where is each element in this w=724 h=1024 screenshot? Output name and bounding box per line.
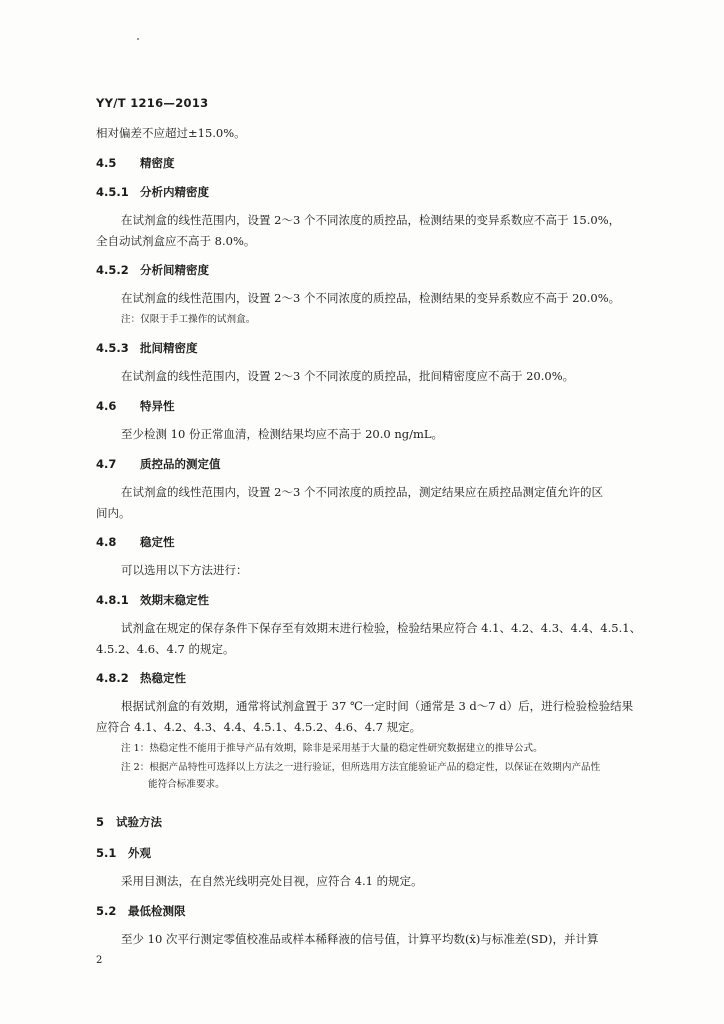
section-4-8-heading <box>96 534 175 550</box>
section-number: 4.6 <box>96 399 117 413</box>
section-title: 稳定性 <box>140 535 175 549</box>
section-4-5-heading <box>96 155 175 171</box>
section-4-5-1-heading <box>96 184 209 200</box>
section-title: 批间精密度 <box>140 341 198 355</box>
section-number: 4.7 <box>96 457 117 471</box>
section-number: 5 <box>96 815 105 829</box>
paragraph-line: 在试剂盒的线性范围内，设置 2～3 个不同浓度的质控品，检测结果的变异系数应不高于 20.0%。 <box>121 291 621 305</box>
note: 能符合标准要求。 <box>148 779 225 790</box>
paragraph-line: 试剂盒在规定的保存条件下保存至有效期末进行检验，检验结果应符合 4.1、4.2、4.3、4.4、4.5.1、 <box>121 621 642 635</box>
section-title: 外观 <box>128 846 151 860</box>
paragraph-line: 间内。 <box>96 506 131 520</box>
document-id: YY/T 1216—2013 <box>96 96 209 110</box>
section-title: 最低检测限 <box>128 904 186 918</box>
section-title: 热稳定性 <box>140 671 186 685</box>
paragraph-line: 根据试剂盒的有效期，通常将试剂盒置于 37 ℃一定时间（通常是 3 d～7 d）后，进行检验检验结果 <box>121 699 634 713</box>
intro-paragraph: 相对偏差不应超过±15.0%。 <box>96 126 246 140</box>
section-4-8-2-heading <box>96 670 186 686</box>
section-number: 5.2 <box>96 904 117 918</box>
section-title: 试验方法 <box>116 815 162 829</box>
paragraph-line: 至少检测 10 份正常血清，检测结果均应不高于 20.0 ng/mL。 <box>121 427 444 441</box>
section-number: 4.5.1 <box>96 185 129 199</box>
scan-speck <box>137 38 139 40</box>
paragraph-line: 应符合 4.1、4.2、4.3、4.4、4.5.1、4.5.2、4.6、4.7 规定。 <box>96 720 422 734</box>
section-5-1-heading <box>96 845 151 861</box>
section-4-7-heading <box>96 456 221 472</box>
section-5-heading <box>96 814 162 830</box>
note: 注 1：热稳定性不能用于推导产品有效期，除非是采用基于大量的稳定性研究数据建立的推导公式。 <box>121 743 543 754</box>
section-number: 4.5 <box>96 156 117 170</box>
section-title: 分析内精密度 <box>140 185 209 199</box>
section-4-6-heading <box>96 398 175 414</box>
note: 注：仅限于手工操作的试剂盒。 <box>121 314 256 325</box>
section-title: 分析间精密度 <box>140 263 209 277</box>
section-4-5-3-heading <box>96 340 198 356</box>
paragraph-line: 至少 10 次平行测定零值校准品或样本稀释液的信号值，计算平均数(x̄)与标准差(SD)，并计算 <box>121 932 599 946</box>
paragraph-line: 在试剂盒的线性范围内，设置 2～3 个不同浓度的质控品，检测结果的变异系数应不高于 15.0%， <box>121 213 621 227</box>
paragraph-line: 在试剂盒的线性范围内，设置 2～3 个不同浓度的质控品，测定结果应在质控品测定值允许的区 <box>121 485 603 499</box>
section-title: 质控品的测定值 <box>140 457 221 471</box>
section-5-2-heading <box>96 903 186 919</box>
paragraph-line: 全自动试剂盒应不高于 8.0%。 <box>96 234 256 248</box>
section-4-8-1-heading <box>96 592 209 608</box>
section-title: 精密度 <box>140 156 175 170</box>
section-title: 特异性 <box>140 399 175 413</box>
paragraph-line: 采用目测法，在自然光线明亮处目视，应符合 4.1 的规定。 <box>121 874 423 888</box>
section-number: 4.8.1 <box>96 593 129 607</box>
section-number: 5.1 <box>96 846 117 860</box>
paragraph-line: 在试剂盒的线性范围内，设置 2～3 个不同浓度的质控品，批间精密度应不高于 20.0%。 <box>121 369 575 383</box>
paragraph-line: 可以选用以下方法进行： <box>121 563 248 577</box>
note: 注 2：根据产品特性可选择以上方法之一进行验证，但所选用方法宜能验证产品的稳定性，以保证在效期内产品性 <box>121 762 601 773</box>
paragraph-line: 4.5.2、4.6、4.7 的规定。 <box>96 642 235 656</box>
section-number: 4.8.2 <box>96 671 129 685</box>
page-number: 2 <box>96 955 103 966</box>
section-number: 4.5.3 <box>96 341 129 355</box>
section-4-5-2-heading <box>96 262 209 278</box>
section-number: 4.5.2 <box>96 263 129 277</box>
section-number: 4.8 <box>96 535 117 549</box>
section-title: 效期末稳定性 <box>140 593 209 607</box>
